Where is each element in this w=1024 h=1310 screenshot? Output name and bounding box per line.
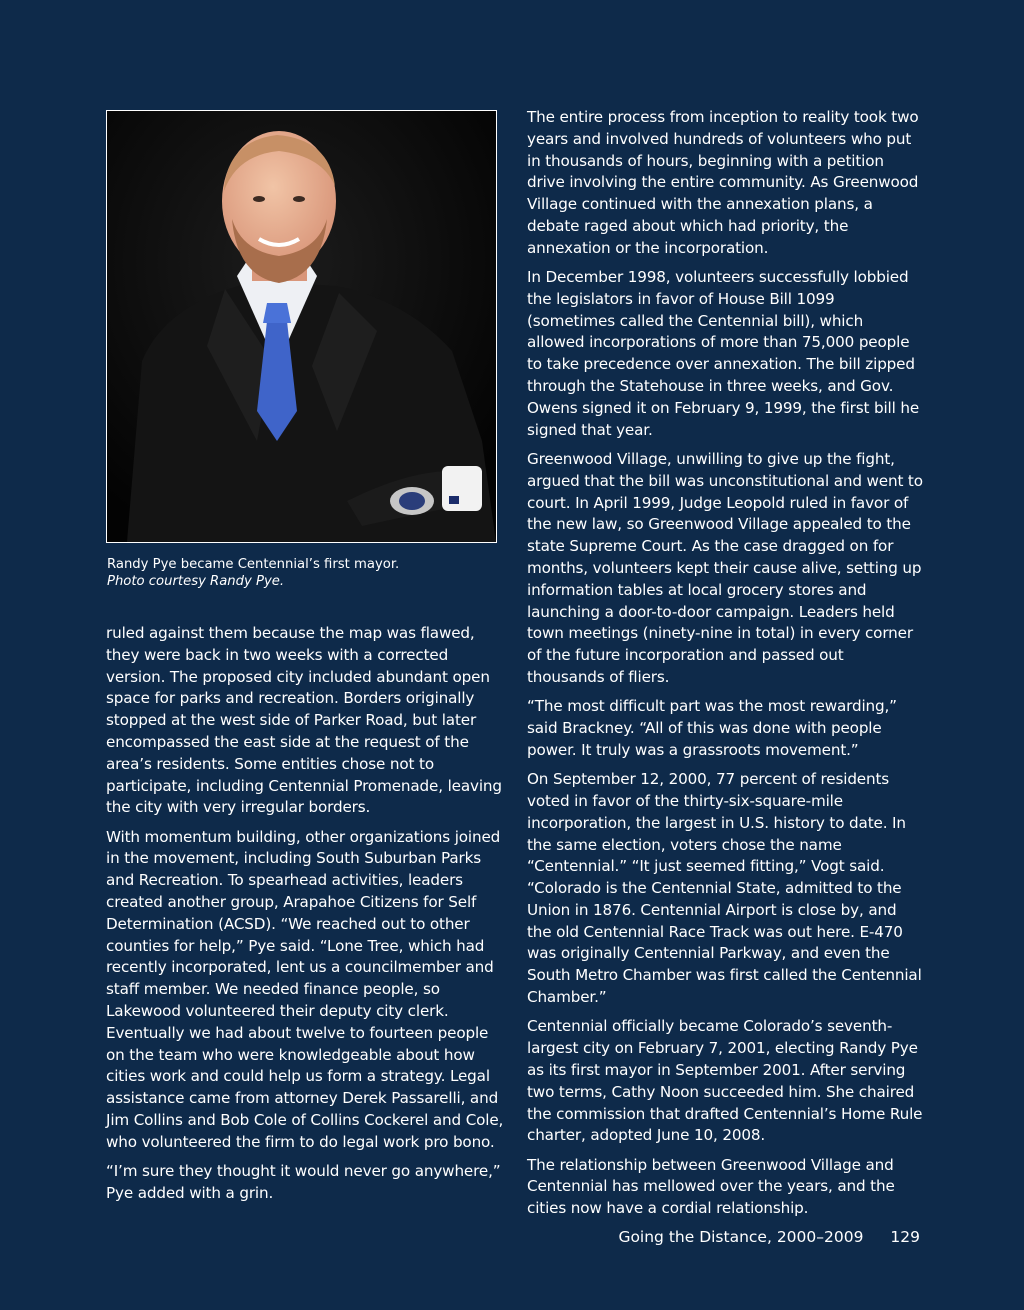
left-text-column: [106, 623, 504, 1212]
body-paragraph: The relationship between Greenwood Village and Centennial has mellowed over the years, and the cities now have a cordial relationship.: [527, 1155, 895, 1218]
body-paragraph: With momentum building, other organizations joined in the movement, including South Suburban Parks and Recreation. To spearhead activities, leaders created another group, Arapahoe Citizens for Self Determination (ACSD). “We reached out to other counties for help,” Pye said. “Lone Tree, which had recently incorporated, lent us a councilmember and staff member. We needed finance people, so Lakewood volunteered their deputy city clerk. Eventually we had about twelve to fourteen people on the team who were knowledgeable about how cities work and could help us form a strategy. Legal assistance came from attorney Derek Passarelli, and Jim Collins and Bob Cole of Collins Cockerel and Cole, who volunteered the firm to do legal work pro bono.: [106, 827, 504, 1151]
caption-text: Randy Pye became Centennial’s first mayor.: [107, 557, 400, 572]
body-paragraph: “The most difficult part was the most rewarding,” said Brackney. “All of this was done with people power. It truly was a grassroots movement.”: [527, 697, 897, 759]
body-paragraph: “I’m sure they thought it would never go anywhere,” Pye added with a grin.: [106, 1162, 501, 1202]
photo-caption: [107, 557, 497, 590]
body-paragraph: Centennial officially became Colorado’s seventh-largest city on February 7, 2001, electing Randy Pye as its first mayor in September 2001. After serving two terms, Cathy Noon succeeded him. She chaired the commission that drafted Centennial’s Home Rule charter, adopted June 10, 2008.: [527, 1017, 923, 1145]
body-paragraph: Greenwood Village, unwilling to give up the fight, argued that the bill was unconstitutional and went to court. In April 1999, Judge Leopold ruled in favor of the new law, so Greenwood Village appealed to the state Supreme Court. As the case dragged on for months, volunteers kept their cause alive, setting up information tables at local grocery stores and launching a door-to-door campaign. Leaders held town meetings (ninety-nine in total) in every corner of the future incorporation and passed out thousands of fliers.: [527, 449, 923, 686]
body-paragraph: The entire process from inception to reality took two years and involved hundreds of volunteers who put in thousands of hours, beginning with a petition drive involving the entire community. As Greenwood Village continued with the annexation plans, a debate raged about which had priority, the annexation or the incorporation.: [527, 108, 919, 257]
body-paragraph: ruled against them because the map was flawed, they were back in two weeks with a corrected version. The proposed city included abundant open space for parks and recreation. Borders originally stopped at the west side of Parker Road, but later encompassed the east side at the request of the area’s residents. Some entities chose not to participate, including Centennial Promenade, leaving the city with very irregular borders.: [106, 624, 502, 817]
running-section-title: Going the Distance, 2000–2009: [618, 1228, 864, 1246]
body-paragraph: On September 12, 2000, 77 percent of residents voted in favor of the thirty-six-square-mile incorporation, the largest in U.S. history to date. In the same election, voters chose the name “Centennial.” “It just seemed fitting,” Vogt said. “Colorado is the Centennial State, admitted to the Union in 1876. Centennial Airport is close by, and the old Centennial Race Track was out here. E-470 was originally Centennial Parkway, and even the South Metro Chamber was first called the Centennial Chamber.”: [527, 770, 922, 1007]
portrait-photo: [106, 110, 497, 543]
page-number: 129: [890, 1228, 920, 1246]
page-footer: [560, 1226, 920, 1248]
body-paragraph: In December 1998, volunteers successfully lobbied the legislators in favor of House Bill 1099 (sometimes called the Centennial bill), which allowed incorporations of more than 75,000 people to take precedence over annexation. The bill zipped through the Statehouse in three weeks, and Gov. Owens signed it on February 9, 1999, the first bill he signed that year.: [527, 268, 920, 439]
portrait-illustration: [107, 111, 496, 542]
photo-credit: Photo courtesy Randy Pye.: [107, 573, 285, 589]
right-text-column: [527, 107, 925, 1228]
